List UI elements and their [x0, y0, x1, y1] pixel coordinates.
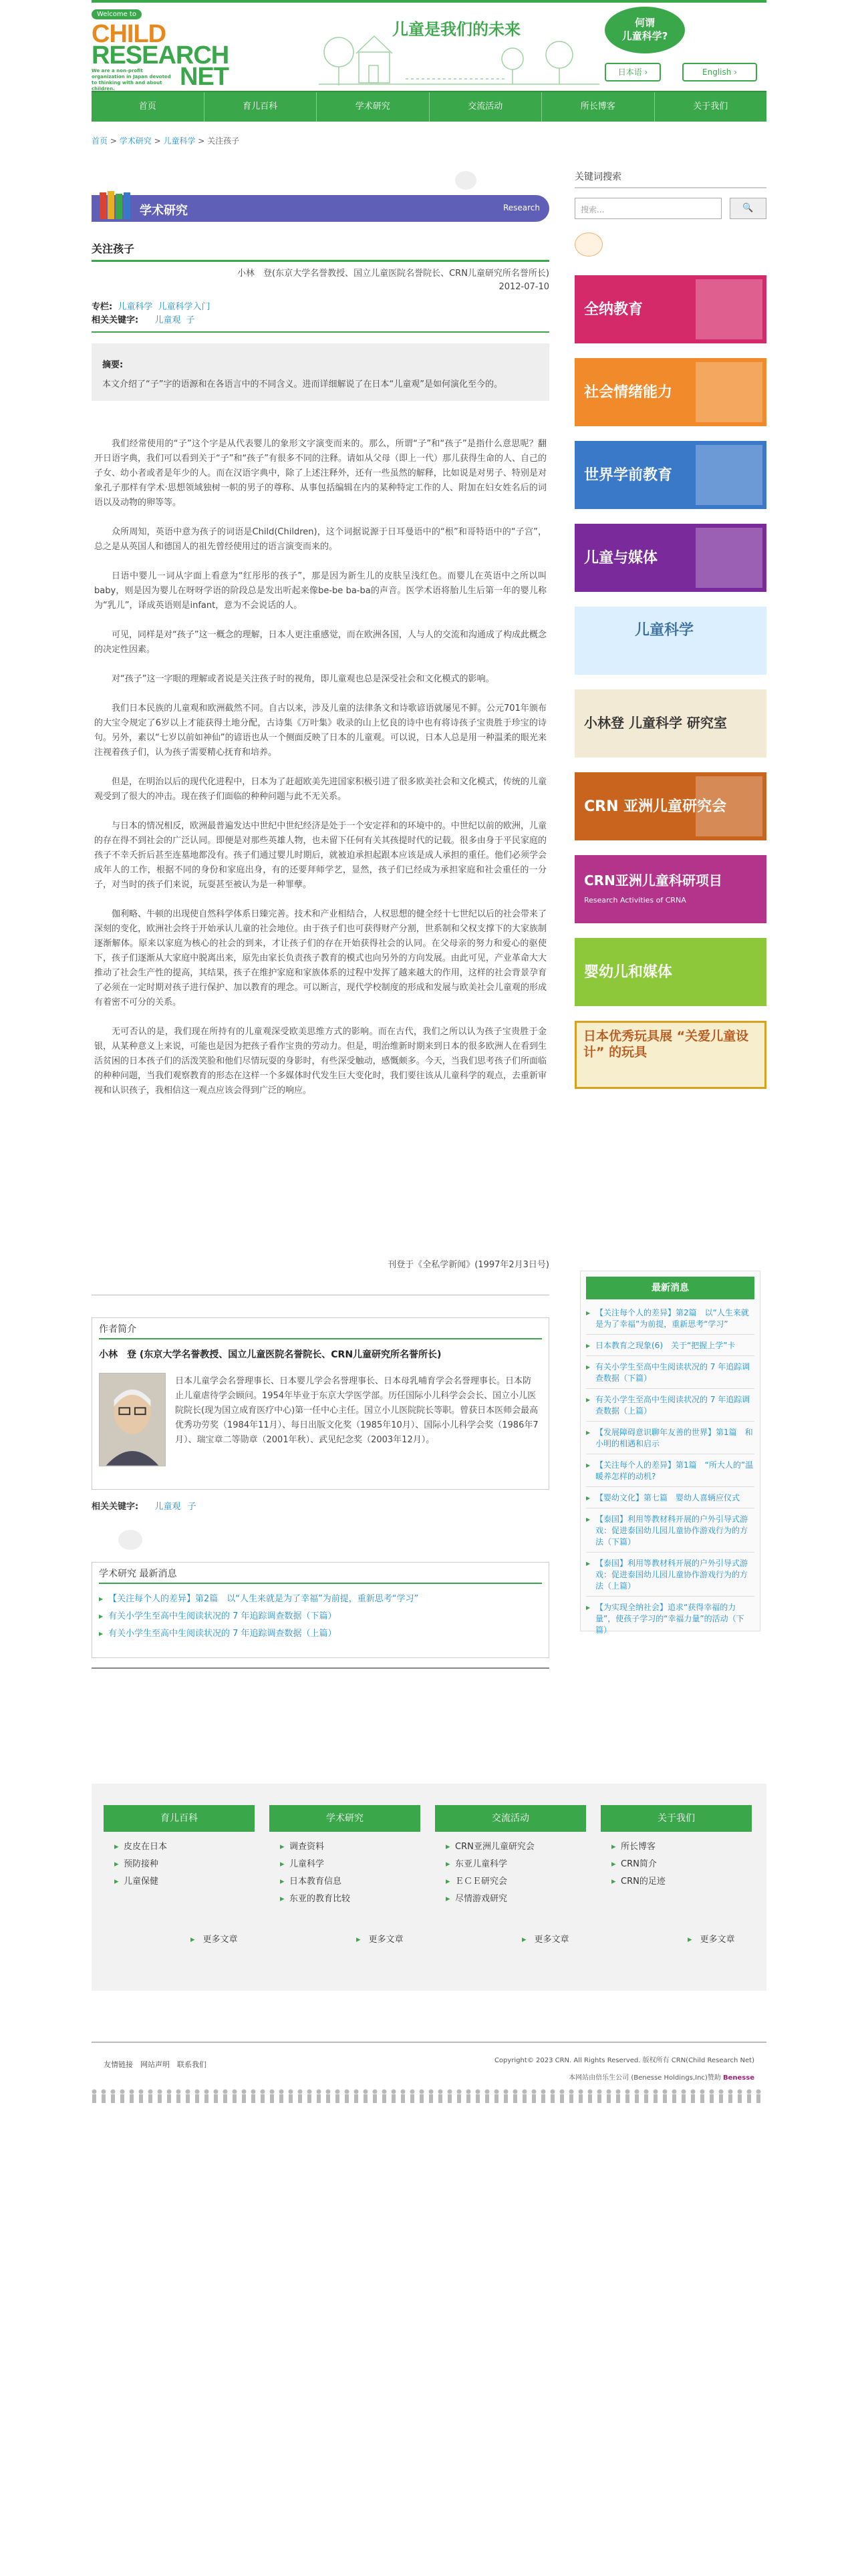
author-box [92, 1317, 549, 1490]
silhouette-body [682, 2094, 686, 2103]
footer-link[interactable]: ▸ 尽情游戏研究 [435, 1891, 586, 1908]
footer-link[interactable]: ▸ 东亚儿童科学 [435, 1856, 586, 1873]
silhouette-head [176, 2090, 181, 2094]
silhouette-head [392, 2090, 396, 2094]
copyright-text: Copyright© 2023 CRN. All Rights Reserved. 版权所有 CRN(Child Research Net) [494, 2057, 754, 2064]
silhouette-body [494, 2094, 498, 2103]
silhouette-body [710, 2094, 714, 2103]
footer-col-title[interactable]: 交流活动 [435, 1805, 586, 1832]
footer-link[interactable]: ▸ 预防接种 [104, 1856, 255, 1873]
silhouette-body [233, 2094, 237, 2103]
silhouette-body [176, 2094, 180, 2103]
silhouette-body [158, 2094, 162, 2103]
article-tags [92, 301, 210, 327]
weibo-share-icon[interactable] [455, 171, 476, 190]
site-footer [92, 1784, 766, 1991]
silhouette-head [195, 2090, 200, 2094]
article-paragraph: 伽利略、牛顿的出现使自然科学体系日臻完善。技术和产业相结合，人权思想的健全经十七世纪以后的社会带来了深刻的变化，欧洲社会终于开始承认儿童的社会地位。由于孩子们也可获得财产分割，世系制和父权支撑下的大家族制逐渐解体。原来以家庭为核心的社会的到来，才让孩子们的存在开始获得社会的认同。在父母亲的努力和爱心的驱使下，孩子们逐渐从大家庭中脱离出来，原先由家长负责孩子教育的模式也向另外的方向发展。由此可见，产业革命大大推动了社会生产性的提高，其结果，孩子在维护家庭和家族体系的过程中发挥了越来越大的作用，这样的社会背景孕育了必须在一定时期对孩子进行保护、加以教育的理念。可以断言，现代学校制度的形成和发展与欧美社会儿童观的形成有着密不可分的关系。 [94, 909, 547, 1007]
tile-infant-media[interactable]: 婴幼儿和媒体 [575, 938, 766, 1006]
silhouette-body [513, 2094, 517, 2103]
breadcrumb-child-science[interactable]: 儿童科学 [163, 136, 196, 146]
nav-blog[interactable]: 所长博客 [542, 92, 655, 122]
silhouette-head [186, 2090, 190, 2094]
logo-tagline: We are a non-profit organization in Japan devoted to thinking with and about children. [92, 68, 171, 92]
silhouette-head [307, 2090, 312, 2094]
latest-research-box [92, 1562, 549, 1658]
silhouette-head [335, 2090, 340, 2094]
silhouette-head [728, 2090, 733, 2094]
footer-links[interactable]: 友情链接 网站声明 联系我们 [104, 2060, 206, 2069]
silhouette-head [523, 2090, 527, 2094]
silhouette-head [298, 2090, 303, 2094]
silhouette-body [102, 2094, 106, 2103]
tile-kobayashi-lab[interactable]: 小林登 儿童科学 研究室 [575, 689, 766, 758]
section-banner [92, 195, 549, 222]
silhouette-head [317, 2090, 321, 2094]
news-link[interactable]: ▶ 【发展障碍意识聊年友善的世界】第1篇 和小明的相遇和启示 [586, 1427, 754, 1450]
silhouette-head [92, 2090, 97, 2094]
breadcrumb-research[interactable]: 学术研究 [119, 136, 152, 146]
silhouette-body [401, 2094, 405, 2103]
footer-children-silhouettes [92, 2088, 766, 2103]
news-link[interactable]: ▶ 【关注每个人的差异】第1篇 “所大人的”温暖养怎样的动机? [586, 1460, 754, 1482]
header-slogan: 儿童是我们的未来 [392, 20, 521, 39]
silhouette-body [523, 2094, 527, 2103]
tile-toy-award[interactable]: 日本优秀玩具展 “关爱儿童设计” 的玩具 [575, 1021, 766, 1089]
search-input[interactable]: 搜索... [575, 198, 722, 219]
nav-about[interactable]: 关于我们 [693, 102, 728, 112]
news-link[interactable]: ▶ 有关小学生至高中生阅读状况的 7 年追踪调查数据（上篇） [586, 1394, 754, 1417]
article-byline [237, 267, 549, 294]
article-paragraph: 日语中婴儿一词从字面上看意为“红彤彤的孩子”，那是因为新生儿的皮肤呈浅红色。而婴儿在英语中之所以叫baby，则是因为婴儿在呀呀学语的阶段总是发出听起来像be-be ba-ba的声音。医学术语将胎儿生后第一年的婴儿称为“乳儿”，译成英语则是infant，意为不会说话的人。 [94, 571, 547, 611]
latest-research-link[interactable]: ▶ 有关小学生至高中生阅读状况的 7 年追踪调查数据（上篇） [99, 1625, 542, 1643]
silhouette-head [420, 2090, 424, 2094]
silhouette-body [130, 2094, 134, 2103]
tile-crn-asia-research[interactable]: CRN亚洲儿童科研项目 Research Activities of CRNA [575, 855, 766, 923]
lang-japanese-button[interactable]: 日本语 › [605, 63, 661, 82]
silhouette-body [373, 2094, 377, 2103]
article-paragraph: 与日本的情况相反，欧洲最普遍发达中世纪中世纪经济是处于一个安定祥和的环境中的。中世纪以前的欧洲，儿童的存在得不到社会的广泛认同。即便是对那些英雄人物，也未留下任何有关其孩提时代的记载。很多由身于平民家庭的孩子不幸夭折后甚至连墓地都没有。孩子们通过婴儿时期后，就被迫承担起跟本应该是成人承担的重任。他们必须学会成年人的工作，根据不同的身份和家庭出身，有的还要拜师学艺，显然，孩子们已经成为承担家庭和社会重任的一分子，对当时的孩子们来说，玩耍甚至被认为是一种罪孽。 [94, 821, 547, 890]
news-link[interactable]: ▶ 日本教育之现象(6) 关于“把握上学”卡 [586, 1340, 754, 1351]
silhouette-head [513, 2090, 518, 2094]
silhouette-head [663, 2090, 668, 2094]
silhouette-head [345, 2090, 349, 2094]
article-paragraph: 无可否认的是，我们现在所持有的儿童观深受欧美思维方式的影响。而在古代，我们之所以认为孩子宝贵胜于金银，从某种意义上来说，可能也是因为把孩子看作宝贵的劳动力。但是，明治维新时期来到日本的很多欧洲人在看到生活贫困的日本孩子们的活泼笑脸和他们尽情玩耍的身影时，有些深受触动，感慨颇多。今天，当我们思考孩子们所面临的种种问题，当我们观察教育的形态在这样一个多媒体时代发生巨大变化时，我们要往该从儿童科学的观点，去重新审视和认识孩子，我相信这一观点应该会得到广泛的响应。 [94, 1027, 547, 1096]
silhouette-body [654, 2094, 658, 2103]
footer-col-research [269, 1805, 420, 1908]
tile-photo [696, 445, 762, 505]
article-date: 2012-07-10 [498, 282, 549, 292]
column-link-intro[interactable]: 儿童科学入门 [158, 302, 210, 312]
section-title: 学术研究 [140, 204, 188, 218]
silhouette-body [597, 2094, 601, 2103]
silhouette-body [672, 2094, 676, 2103]
books-icon [97, 190, 134, 220]
keyword-link-child[interactable]: 子 [187, 1502, 196, 1512]
tile-photo [696, 776, 762, 836]
silhouette-body [485, 2094, 489, 2103]
tile-world-preschool[interactable]: 世界学前教育 [575, 441, 766, 509]
silhouette-head [551, 2090, 555, 2094]
silhouette-head [710, 2090, 714, 2094]
logo-net: NET [180, 63, 229, 91]
footer-more-link[interactable]: ▸ 更多文章 [522, 1932, 569, 1945]
silhouette-body [279, 2094, 283, 2103]
what-is-child-science-bubble[interactable] [605, 7, 685, 53]
silhouette-head [410, 2090, 415, 2094]
silhouette-body [298, 2094, 302, 2103]
bubble-line2: 儿童科学? [621, 30, 668, 42]
silhouette-body [476, 2094, 480, 2103]
silhouette-head [485, 2090, 490, 2094]
silhouette-head [756, 2090, 761, 2094]
article-paragraph: 我们日本民族的儿童观和欧洲截然不同。自古以来，涉及儿童的法律条文和诗歌谚语就屡见不鲜。公元701年颁布的大宝令规定了6岁以上才能获得土地分配，古诗集《万叶集》收录的山上忆良的诗中也有将诗孩子宝贵胜于珍宝的诗句。另外，素以“七岁以前如神仙”的谚语也从一个侧面反映了日本的儿童观。可以说，日本人总是用一种温柔的眼光来注视着孩子们，认为孩子需要精心抚育和培养。 [94, 703, 547, 758]
logo-welcome: Welcome to [92, 9, 142, 19]
footer-col-title[interactable]: 育儿百科 [104, 1805, 255, 1832]
silhouette-body [111, 2094, 115, 2103]
article-author: 小林 登(东京大学名誉教授、国立儿童医院名誉院长、CRN儿童研究所名誉所长) [237, 269, 549, 279]
weibo-share-icon[interactable] [118, 1530, 142, 1550]
silhouette-head [719, 2090, 724, 2094]
silhouette-head [457, 2090, 462, 2094]
article-paragraph: 但是，在明治以后的现代化进程中，日本为了赶超欧美先进国家积极引进了很多欧美社会和文化模式，传统的儿童观受到了很大的冲击。现在孩子们面临的种种问题与此不无关系。 [94, 777, 547, 802]
silhouette-body [466, 2094, 470, 2103]
author-bio: 日本儿童学会名誉理事长、日本婴儿学会名誉理事长、日本母乳哺育学会名誉理事长。日本防止儿童虐待学会顾问。1954年毕业于东京大学医学部。历任国际小儿科学会会长、国立小儿医院院长(现为国立成育医疗中心)第一任中心主任。国立小儿医院院长等职。曾获日本医师会最高优秀功劳奖（1984年11月）、每日出版文化奖（1985年10月）、国际小儿科学会奖（1986年7月）、瑞宝章二等勋章（2001年秋）、武见纪念奖（2003年12月）。 [175, 1376, 539, 1445]
silhouette-head [139, 2090, 144, 2094]
keyword-link-child[interactable]: 子 [186, 315, 195, 325]
article-citation: 刊登于《全私学新闻》(1997年2月3日号) [388, 1260, 549, 1270]
divider [92, 331, 549, 333]
silhouette-head [597, 2090, 602, 2094]
site-logo[interactable] [92, 8, 252, 92]
footer-col-parenting [104, 1805, 255, 1891]
nav-home[interactable]: 首页 [92, 92, 204, 122]
silhouette-head [158, 2090, 162, 2094]
silhouette-body [307, 2094, 311, 2103]
tile-children-media[interactable]: 儿童与媒体 [575, 524, 766, 592]
silhouette-head [251, 2090, 256, 2094]
tile-photo [696, 362, 762, 422]
silhouette-body [223, 2094, 227, 2103]
related-keywords-bottom [92, 1499, 196, 1512]
silhouette-body [541, 2094, 545, 2103]
breadcrumb-current: 关注孩子 [207, 136, 240, 146]
logo-child: CHILD [92, 20, 166, 48]
breadcrumb-home[interactable]: 首页 [92, 136, 108, 146]
footer-more-link[interactable]: ▸ 更多文章 [688, 1932, 735, 1945]
footer-more-link[interactable]: ▸ 更多文章 [190, 1932, 238, 1945]
silhouette-body [410, 2094, 414, 2103]
silhouette-head [261, 2090, 265, 2094]
silhouette-head [270, 2090, 275, 2094]
silhouette-body [139, 2094, 143, 2103]
silhouette-body [747, 2094, 751, 2103]
silhouette-body [551, 2094, 555, 2103]
divider [92, 2042, 766, 2043]
silhouette-head [242, 2090, 247, 2094]
nav-parenting[interactable]: 育儿百科 [204, 92, 317, 122]
article-paragraph: 我们经常使用的“子”这个字是从代表婴儿的象形文字演变而来的。那么，所谓“子”和“孩子”是指什么意思呢？翻开日语字典，我们可以看到关于“子”和“孩子”有很多不同的注释。请如从父母（即上一代）那儿获得生命的人、自己的子女、幼小者或者是年少的人。而在汉语字典中，除了上述注释外，还有一些虽然的解释，比如说是对男子、特别是对象孔子那样有学术·思想领域独树一帜的男子的尊称、从事包括编辑在内的某种特定工作的人、附加在妇女姓名后的词语以及动物的卵等等。 [94, 439, 547, 508]
silhouette-body [457, 2094, 461, 2103]
silhouette-head [588, 2090, 593, 2094]
footer-link[interactable]: ▸ CRN简介 [601, 1856, 752, 1873]
article-body [92, 437, 549, 1113]
footer-link[interactable]: ▸ 皮皮在日本 [104, 1838, 255, 1856]
silhouette-head [148, 2090, 153, 2094]
silhouette-head [233, 2090, 237, 2094]
silhouette-body [588, 2094, 592, 2103]
tile-inclusive-education[interactable]: 全纳教育 [575, 275, 766, 343]
footer-col-title[interactable]: 学术研究 [269, 1805, 420, 1832]
keyword-link-childview[interactable]: 儿童观 [154, 1502, 181, 1512]
footer-link[interactable]: ▸ 所长博客 [601, 1838, 752, 1856]
news-link[interactable]: ▶ 【泰国】利用等教材科开展的户外引导式游戏：促进泰国幼儿园儿童协作游戏行为的方法（下篇） [586, 1514, 754, 1548]
latest-research-link[interactable]: ▶ 【关注每个人的差异】第2篇 以“人生来就是为了幸福”为前提，重新思考“学习” [99, 1591, 542, 1608]
silhouette-head [120, 2090, 125, 2094]
silhouette-body [663, 2094, 667, 2103]
silhouette-head [607, 2090, 611, 2094]
silhouette-body [364, 2094, 368, 2103]
tile-subtitle: Research Activities of CRNA [584, 896, 686, 905]
silhouette-body [625, 2094, 629, 2103]
silhouette-body [270, 2094, 274, 2103]
sidebar [575, 170, 766, 1635]
footer-link[interactable]: ▸ CRN的足迹 [601, 1873, 752, 1891]
silhouette-head [289, 2090, 293, 2094]
silhouette-body [148, 2094, 152, 2103]
nav-research[interactable]: 学术研究 [317, 92, 430, 122]
silhouette-body [392, 2094, 396, 2103]
author-photo [99, 1373, 166, 1466]
silhouette-head [448, 2090, 452, 2094]
article-title: 关注孩子 [92, 240, 549, 262]
silhouette-body [644, 2094, 648, 2103]
keywords-label: 相关关键字: [92, 315, 139, 325]
silhouette-head [438, 2090, 443, 2094]
silhouette-head [167, 2090, 172, 2094]
silhouette-body [204, 2094, 208, 2103]
silhouette-head [223, 2090, 228, 2094]
silhouette-head [738, 2090, 742, 2094]
silhouette-body [756, 2094, 760, 2103]
silhouette-head [644, 2090, 649, 2094]
silhouette-body [289, 2094, 293, 2103]
benesse-logo[interactable]: Benesse [723, 2074, 754, 2082]
footer-link[interactable]: ▸ ＥＣＥ研究会 [435, 1873, 586, 1891]
silhouette-body [214, 2094, 218, 2103]
silhouette-body [569, 2094, 573, 2103]
search-button[interactable]: 🔍 [730, 198, 766, 219]
silhouette-head [579, 2090, 583, 2094]
silhouette-head [429, 2090, 434, 2094]
footer-col-exchange [435, 1805, 586, 1908]
bubble-line1: 何谓 [634, 17, 655, 29]
weibo-icon[interactable] [575, 232, 603, 257]
article-abstract [92, 343, 549, 401]
footer-link[interactable]: ▸ 调查资料 [269, 1838, 420, 1856]
silhouette-head [616, 2090, 621, 2094]
silhouette-head [747, 2090, 752, 2094]
silhouette-body [195, 2094, 199, 2103]
silhouette-head [504, 2090, 509, 2094]
silhouette-body [635, 2094, 639, 2103]
article-paragraph: 对“孩子”这一字眼的理解或者说是关注孩子时的视角，即儿童观也总是深受社会和文化模式的影响。 [112, 674, 494, 684]
silhouette-head [672, 2090, 677, 2094]
silhouette-body [429, 2094, 433, 2103]
silhouette-head [700, 2090, 705, 2094]
silhouette-body [120, 2094, 124, 2103]
keyword-link-childview[interactable]: 儿童观 [154, 315, 181, 325]
silhouette-body [335, 2094, 339, 2103]
news-link[interactable]: ▶ 【泰国】利用等教材科开展的户外引导式游戏：促进泰国幼儿园儿童协作游戏行为的方法（上篇） [586, 1558, 754, 1592]
author-box-title: 作者简介 [99, 1322, 542, 1339]
silhouette-head [654, 2090, 658, 2094]
silhouette-head [279, 2090, 284, 2094]
silhouette-body [382, 2094, 386, 2103]
tile-child-science[interactable]: 儿童科学 [575, 607, 766, 675]
silhouette-body [326, 2094, 330, 2103]
news-link[interactable]: ▶ 【婴幼文化】第七篇 婴幼人喜辆应仪式 [586, 1492, 754, 1504]
news-link[interactable]: ▶ 【关注每个人的差异】第2篇 以“人生来就是为了幸福”为前提，重新思考“学习” [586, 1307, 754, 1330]
column-label: 专栏: [92, 302, 113, 312]
silhouette-head [682, 2090, 686, 2094]
silhouette-body [354, 2094, 358, 2103]
silhouette-body [261, 2094, 265, 2103]
tile-crn-asia-meeting[interactable]: CRN 亚洲儿童研究会 [575, 772, 766, 840]
silhouette-body [242, 2094, 246, 2103]
silhouette-head [691, 2090, 696, 2094]
silhouette-head [560, 2090, 565, 2094]
sponsor-text: 本网站由倍乐生公司 (Benesse Holdings,Inc)赞助 [569, 2074, 721, 2082]
silhouette-body [438, 2094, 442, 2103]
article-paragraph: 可见，同样是对“孩子”这一概念的理解，日本人更注重感觉，而在欧洲各国，人与人的交流和沟通成了构成此概念的决定性因素。 [94, 630, 547, 655]
silhouette-head [326, 2090, 331, 2094]
silhouette-head [364, 2090, 368, 2094]
silhouette-head [532, 2090, 537, 2094]
column-link-child-science[interactable]: 儿童科学 [118, 302, 153, 312]
silhouette-body [317, 2094, 321, 2103]
article-paragraph: 众所周知，英语中意为孩子的词语是Child(Children)，这个词据说源于日耳曼语中的“根”和哥特语中的“子宫”，总之是从英国人和德国人的祖先曾经使用过的语言演变而来的。 [94, 527, 547, 552]
latest-research-link[interactable]: ▶ 有关小学生至高中生阅读状况的 7 年追踪调查数据（下篇） [99, 1608, 542, 1625]
logo-research: RESEARCH [92, 41, 229, 69]
silhouette-head [635, 2090, 639, 2094]
silhouette-body [251, 2094, 255, 2103]
site-header [92, 3, 766, 91]
sidebar-news-title: 最新消息 [586, 1277, 754, 1299]
silhouette-head [204, 2090, 209, 2094]
news-link[interactable]: ▶ 有关小学生至高中生阅读状况的 7 年追踪调查数据（下篇） [586, 1361, 754, 1384]
silhouette-body [504, 2094, 508, 2103]
footer-more-link[interactable]: ▸ 更多文章 [356, 1932, 404, 1945]
tile-photo [696, 279, 762, 339]
tile-social-emotional[interactable]: 社会情绪能力 [575, 358, 766, 426]
footer-link[interactable]: ▸ 儿童保健 [104, 1873, 255, 1891]
news-link[interactable]: ▶ 【为实现全纳社会】追求“获得幸福的力量”，使孩子学习的“幸福力量”的活动（下篇） [586, 1602, 754, 1636]
search-title: 关键词搜索 [575, 170, 766, 188]
silhouette-body [579, 2094, 583, 2103]
abstract-text: 本文介绍了“子”字的语源和在各语言中的不同含义。进而详细解说了在日本“儿童观”是如何演化至今的。 [102, 379, 503, 389]
silhouette-head [494, 2090, 499, 2094]
silhouette-head [111, 2090, 116, 2094]
footer-col-about [601, 1805, 752, 1891]
silhouette-head [541, 2090, 546, 2094]
silhouette-head [569, 2090, 574, 2094]
silhouette-body [448, 2094, 452, 2103]
silhouette-head [625, 2090, 630, 2094]
silhouette-head [354, 2090, 359, 2094]
silhouette-head [476, 2090, 480, 2094]
author-name: 小林 登 (东京大学名誉教授、国立儿童医院名誉院长、CRN儿童研究所名誉所长) [99, 1349, 442, 1360]
silhouette-body [700, 2094, 704, 2103]
silhouette-head [214, 2090, 219, 2094]
footer-col-title[interactable]: 关于我们 [601, 1805, 752, 1832]
silhouette-head [102, 2090, 106, 2094]
silhouette-body [167, 2094, 171, 2103]
silhouette-body [719, 2094, 723, 2103]
tile-photo [696, 528, 762, 588]
footer-link[interactable]: ▸ 东亚的教育比较 [269, 1891, 420, 1908]
copyright-block [494, 2052, 754, 2087]
footer-link[interactable]: ▸ CRN亚洲儿童研究会 [435, 1838, 586, 1856]
divider [92, 1667, 549, 1669]
breadcrumb: 首页 > 学术研究 > 儿童科学 > 关注孩子 [92, 136, 240, 146]
silhouette-body [560, 2094, 564, 2103]
silhouette-body [532, 2094, 536, 2103]
silhouette-body [607, 2094, 611, 2103]
silhouette-body [186, 2094, 190, 2103]
section-label: Research [503, 203, 540, 212]
silhouette-head [373, 2090, 378, 2094]
silhouette-body [92, 2094, 96, 2103]
silhouette-head [466, 2090, 471, 2094]
footer-link[interactable]: ▸ 儿童科学 [269, 1856, 420, 1873]
silhouette-body [691, 2094, 695, 2103]
silhouette-body [420, 2094, 424, 2103]
silhouette-head [130, 2090, 134, 2094]
keywords-label: 相关关键字: [92, 1502, 139, 1512]
latest-research-title: 学术研究 最新消息 [99, 1567, 542, 1584]
silhouette-body [616, 2094, 620, 2103]
silhouette-body [728, 2094, 732, 2103]
abstract-title: 摘要: [102, 360, 124, 370]
silhouette-head [382, 2090, 387, 2094]
sidebar-news [580, 1271, 760, 1635]
nav-exchange[interactable]: 交流活动 [430, 92, 543, 122]
lang-english-button[interactable]: English › [682, 63, 757, 82]
silhouette-head [401, 2090, 406, 2094]
silhouette-body [738, 2094, 742, 2103]
main-nav [92, 91, 766, 122]
silhouette-body [345, 2094, 349, 2103]
footer-link[interactable]: ▸ 日本教育信息 [269, 1873, 420, 1891]
